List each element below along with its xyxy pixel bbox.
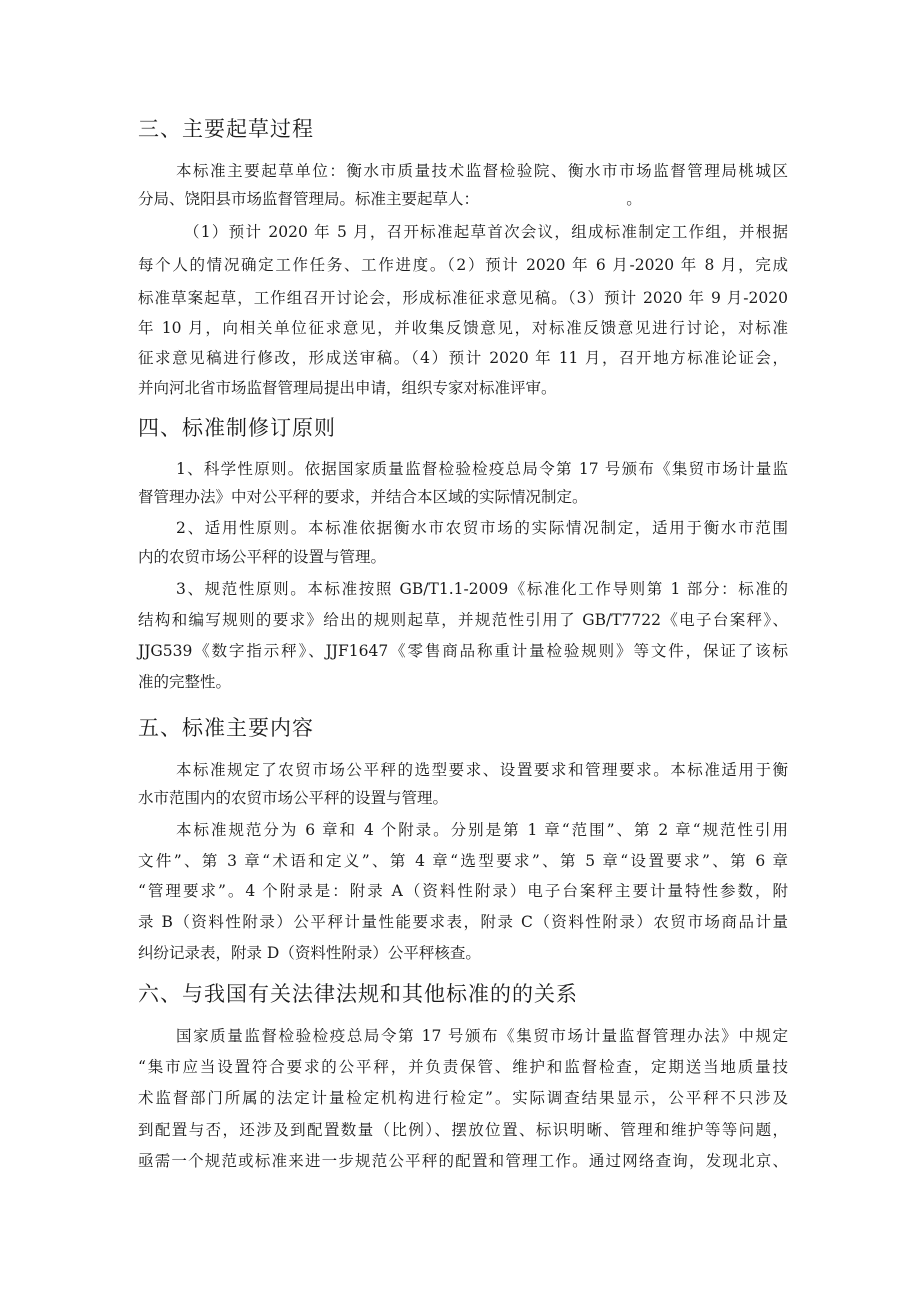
paragraph-line: 纠纷记录表，附录 D（资料性附录）公平秤核查。: [138, 944, 481, 962]
paragraph-line: 并向河北省市场监督管理局提出申请，组织专家对标准评审。: [138, 379, 557, 397]
paragraph-line: 2、适用性原则。本标准依据衡水市农贸市场的实际情况制定，适用于衡水市范围: [176, 519, 788, 537]
paragraph-line: JJG539《数字指示秤》、JJF1647《零售商品称重计量检验规则》等文件，保证了该标: [138, 642, 788, 660]
section-heading-3: 三、主要起草过程: [138, 117, 314, 141]
paragraph-line: 本标准规范分为 6 章和 4 个附录。分别是第 1 章“范围”、第 2 章“规范性引用: [176, 821, 788, 839]
paragraph-line: 3、规范性原则。本标准按照 GB/T1.1-2009《标准化工作导则第 1 部分：标准的: [176, 580, 788, 598]
paragraph-line: 结构和编写规则的要求》给出的规则起草，并规范性引用了 GB/T7722《电子台案秤》、: [138, 611, 788, 629]
paragraph-line: 年 10 月，向相关单位征求意见，并收集反馈意见，对标准反馈意见进行讨论，对标准: [138, 319, 788, 337]
paragraph-line: “集市应当设置符合要求的公平秤，并负责保管、维护和监督检查，定期送当地质量技: [138, 1058, 788, 1076]
paragraph-line: 准的完整性。: [138, 673, 232, 691]
paragraph-line: 督管理办法》中对公平秤的要求，并结合本区域的实际情况制定。: [138, 488, 588, 506]
paragraph-line: 分局、饶阳县市场监督管理局。标准主要起草人： 。: [138, 190, 642, 208]
paragraph-line: “管理要求”。4 个附录是：附录 A（资料性附录）电子台案秤主要计量特性参数，附: [138, 882, 788, 900]
paragraph-line: 征求意见稿进行修改，形成送审稿。（4）预计 2020 年 11 月，召开地方标准论证会，: [138, 349, 788, 367]
paragraph-line: 本标准规定了农贸市场公平秤的选型要求、设置要求和管理要求。本标准适用于衡: [176, 761, 788, 779]
paragraph-line: （1）预计 2020 年 5 月，召开标准起草首次会议，组成标准制定工作组，并根据: [184, 223, 788, 241]
paragraph-line: 亟需一个规范或标准来进一步规范公平秤的配置和管理工作。通过网络查询，发现北京、: [138, 1152, 788, 1170]
paragraph-line: 水市范围内的农贸市场公平秤的设置与管理。: [138, 789, 449, 807]
paragraph-line: 国家质量监督检验检疫总局令第 17 号颁布《集贸市场计量监督管理办法》中规定: [176, 1027, 788, 1045]
paragraph-line: 文件”、第 3 章“术语和定义”、第 4 章“选型要求”、第 5 章“设置要求”、第 6 章: [138, 852, 788, 870]
paragraph-line: 每个人的情况确定工作任务、工作进度。（2）预计 2020 年 6 月-2020 年 8 月，完成: [138, 256, 788, 274]
section-heading-4: 四、标准制修订原则: [138, 416, 336, 440]
section-heading-6: 六、与我国有关法律法规和其他标准的的关系: [138, 982, 578, 1006]
paragraph-line: 1、科学性原则。依据国家质量监督检验检疫总局令第 17 号颁布《集贸市场计量监: [176, 460, 788, 478]
paragraph-line: 标准草案起草，工作组召开讨论会，形成标准征求意见稿。（3）预计 2020 年 9 月-2020: [138, 289, 788, 307]
section-heading-5: 五、标准主要内容: [138, 716, 314, 740]
paragraph-line: 内的农贸市场公平秤的设置与管理。: [138, 548, 387, 566]
paragraph-line: 本标准主要起草单位：衡水市质量技术监督检验院、衡水市市场监督管理局桃城区: [176, 162, 788, 180]
paragraph-line: 录 B（资料性附录）公平秤计量性能要求表，附录 C（资料性附录）农贸市场商品计量: [138, 913, 788, 931]
paragraph-line: 到配置与否，还涉及到配置数量（比例）、摆放位置、标识明晰、管理和维护等等问题，: [138, 1121, 788, 1139]
paragraph-line: 术监督部门所属的法定计量检定机构进行检定”。实际调查结果显示，公平秤不只涉及: [138, 1089, 788, 1107]
